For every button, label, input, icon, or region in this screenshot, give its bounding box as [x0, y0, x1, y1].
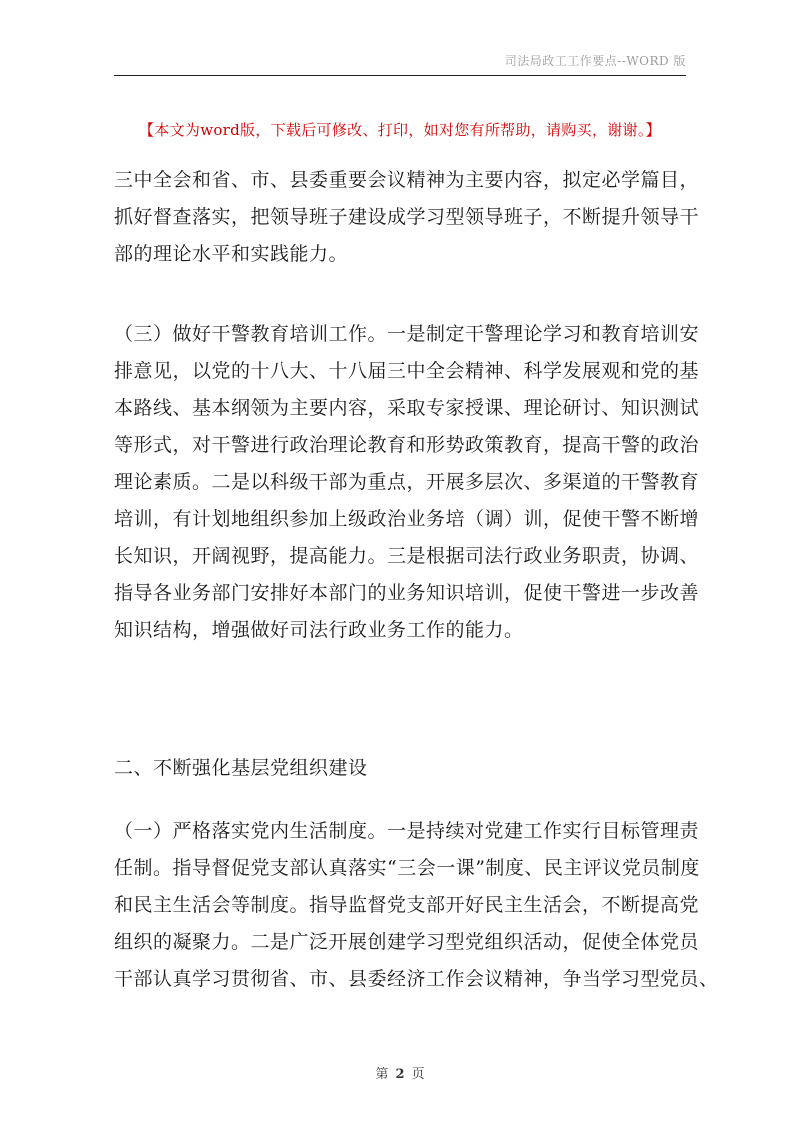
- text-line: 和民主生活会等制度。指导监督党支部开好民主生活会，不断提高党: [114, 894, 700, 916]
- section-heading: [114, 750, 686, 787]
- page-number: 2: [395, 1067, 405, 1082]
- text-line: 干部认真学习贯彻省、市、县委经济工作会议精神，争当学习型党员、: [114, 968, 719, 990]
- paragraph-4: [114, 813, 719, 998]
- heading-line: 二、不断强化基层党组织建设: [114, 757, 368, 779]
- text-line: 部的理论水平和实践能力。: [114, 243, 349, 265]
- text-line: 抓好督查落实，把领导班子建设成学习型领导班子，不断提升领导干: [114, 206, 700, 228]
- footer-prefix: 第: [375, 1067, 389, 1082]
- header-rule: [114, 75, 686, 76]
- text-line: 长知识，开阔视野，提高能力。三是根据司法行政业务职责，协调、: [114, 545, 700, 567]
- page-footer: [0, 1063, 800, 1082]
- paragraph-1: [114, 162, 700, 273]
- text-line: 培训，有计划地组织参加上级政治业务培（调）训，促使干警不断增: [114, 508, 700, 530]
- paragraph-2: [114, 316, 700, 649]
- text-line: 本路线、基本纲领为主要内容，采取专家授课、理论研讨、知识测试: [114, 397, 700, 419]
- text-line: （一）严格落实党内生活制度。一是持续对党建工作实行目标管理责: [114, 820, 700, 842]
- text-line: 等形式，对干警进行政治理论教育和形势政策教育，提高干警的政治: [114, 434, 700, 456]
- text-line: 排意见，以党的十八大、十八届三中全会精神、科学发展观和党的基: [114, 360, 700, 382]
- purchase-notice: 【本文为word版，下载后可修改、打印，如对您有所帮助，请购买，谢谢。】: [139, 121, 661, 139]
- text-line: 知识结构，增强做好司法行政业务工作的能力。: [114, 619, 524, 641]
- text-line: 三中全会和省、市、县委重要会议精神为主要内容，拟定必学篇目，: [114, 169, 700, 191]
- text-line: （三）做好干警教育培训工作。一是制定干警理论学习和教育培训安: [114, 323, 700, 345]
- text-line: 任制。指导督促党支部认真落实“三会一课”制度、民主评议党员制度: [114, 857, 700, 879]
- footer-suffix: 页: [411, 1067, 425, 1082]
- text-line: 理论素质。二是以科级干部为重点，开展多层次、多渠道的干警教育: [114, 471, 700, 493]
- text-line: 指导各业务部门安排好本部门的业务知识培训，促使干警进一步改善: [114, 582, 700, 604]
- running-header: 司法局政工工作要点--WORD 版: [504, 54, 686, 68]
- text-line: 组织的凝聚力。二是广泛开展创建学习型党组织活动，促使全体党员: [114, 931, 700, 953]
